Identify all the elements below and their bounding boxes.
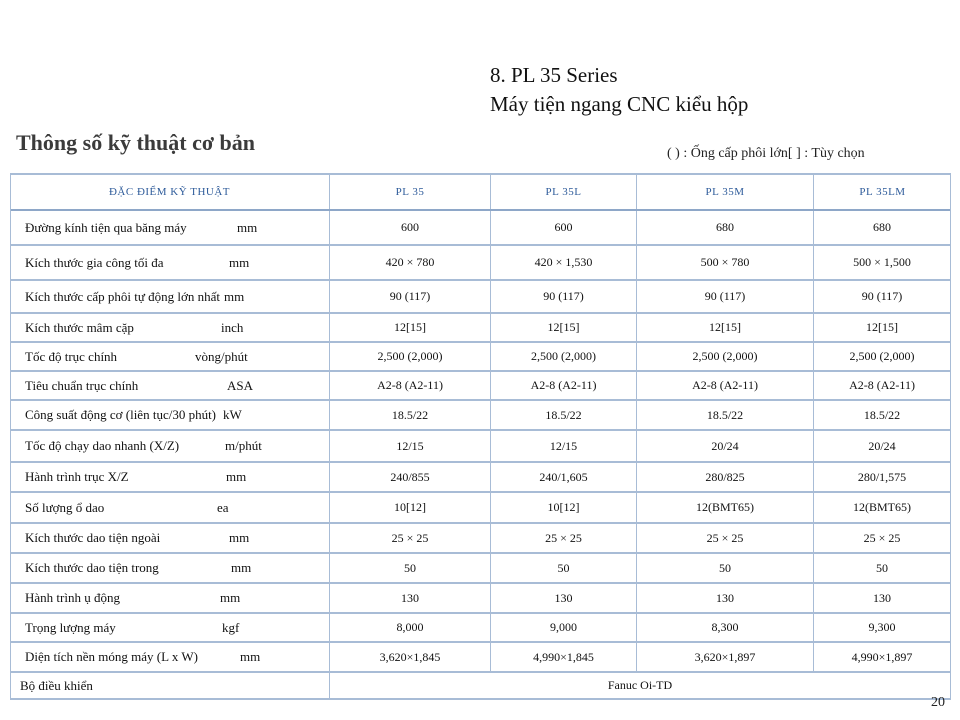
spec-label-cell [11, 431, 329, 461]
spec-unit: mm [231, 560, 252, 575]
spec-value: 3,620×1,897 [636, 643, 813, 671]
spec-label-cell [11, 554, 329, 582]
spec-unit: kgf [222, 619, 240, 635]
spec-value: Fanuc Oi-TD [329, 673, 950, 698]
spec-label-cell [11, 401, 329, 429]
header-cell-model: PL 35 [329, 175, 490, 209]
spec-value: 130 [636, 584, 813, 612]
spec-value: 12(BMT65) [813, 493, 950, 522]
spec-label-cell [11, 246, 329, 279]
spec-value: 680 [636, 211, 813, 244]
spec-label-cell [11, 643, 329, 671]
spec-value: 600 [329, 211, 490, 244]
spec-value: 420 × 1,530 [490, 246, 636, 279]
spec-label: Công suất động cơ (liên tục/30 phút) [25, 407, 217, 422]
table-row [11, 673, 950, 700]
spec-label-cell [11, 493, 329, 522]
spec-unit: vòng/phút [195, 348, 248, 364]
spec-value: A2-8 (A2-11) [813, 372, 950, 399]
spec-value: 2,500 (2,000) [636, 343, 813, 370]
table-row [11, 401, 950, 431]
spec-value: 18.5/22 [636, 401, 813, 429]
spec-value: 18.5/22 [813, 401, 950, 429]
spec-value: 50 [490, 554, 636, 582]
table-row [11, 431, 950, 463]
spec-value: 680 [813, 211, 950, 244]
spec-value: 12[15] [490, 314, 636, 341]
spec-value: 3,620×1,845 [329, 643, 490, 671]
spec-value: 10[12] [490, 493, 636, 522]
spec-label-cell [11, 614, 329, 641]
spec-label: Tốc độ trục chính [25, 348, 118, 364]
spec-value: 2,500 (2,000) [490, 343, 636, 370]
series-title: 8. PL 35 Series [490, 63, 618, 87]
spec-unit: mm [229, 254, 250, 270]
spec-label: Bộ điều khiển [20, 677, 93, 693]
spec-value: 2,500 (2,000) [329, 343, 490, 370]
spec-label-cell [11, 372, 329, 399]
spec-value: 2,500 (2,000) [813, 343, 950, 370]
spec-value: 18.5/22 [329, 401, 490, 429]
spec-value: A2-8 (A2-11) [329, 372, 490, 399]
spec-value: 20/24 [813, 431, 950, 461]
spec-label: Diện tích nền móng máy (L x W) [25, 649, 198, 664]
spec-value: 90 (117) [636, 281, 813, 312]
spec-value: 25 × 25 [813, 524, 950, 552]
spec-label-cell [11, 314, 329, 341]
spec-value: 50 [329, 554, 490, 582]
spec-value: 4,990×1,845 [490, 643, 636, 671]
spec-value: 25 × 25 [636, 524, 813, 552]
spec-value: 25 × 25 [329, 524, 490, 552]
product-subtitle: Máy tiện ngang CNC kiểu hộp [490, 92, 749, 116]
spec-value: 20/24 [636, 431, 813, 461]
spec-label: Kích thước dao tiện trong [25, 560, 159, 575]
table-row [11, 554, 950, 584]
spec-value: 130 [329, 584, 490, 612]
spec-value: 4,990×1,897 [813, 643, 950, 671]
legend-note: ( ) : Ống cấp phôi lớn[ ] : Tùy chọn [667, 146, 865, 161]
spec-value: 280/1,575 [813, 463, 950, 491]
spec-value: 90 (117) [813, 281, 950, 312]
spec-value: 280/825 [636, 463, 813, 491]
table-row [11, 493, 950, 524]
spec-value: 90 (117) [490, 281, 636, 312]
table-row [11, 246, 950, 281]
spec-value: 130 [813, 584, 950, 612]
spec-unit: mm [224, 288, 245, 304]
header-cell-feature: ĐẶC ĐIỂM KỸ THUẬT [108, 186, 231, 198]
spec-label: Hành trình ụ động [25, 590, 120, 605]
spec-value: 12/15 [329, 431, 490, 461]
spec-label: Kích thước gia công tối đa [25, 254, 164, 270]
spec-value: 25 × 25 [490, 524, 636, 552]
spec-label: Tiêu chuẩn trục chính [25, 377, 139, 393]
table-row [11, 281, 950, 314]
spec-value: A2-8 (A2-11) [636, 372, 813, 399]
spec-value: 12(BMT65) [636, 493, 813, 522]
spec-unit: ASA [227, 377, 254, 393]
table-header [11, 175, 950, 211]
spec-unit: mm [237, 219, 258, 235]
spec-unit: ea [217, 499, 229, 515]
spec-value: 12[15] [329, 314, 490, 341]
table-row [11, 343, 950, 372]
header-cell-model: PL 35M [636, 175, 813, 209]
spec-value: 50 [813, 554, 950, 582]
spec-unit: mm [220, 590, 241, 605]
spec-unit: mm [226, 469, 247, 484]
spec-label: Hành trình trục X/Z [25, 469, 129, 484]
spec-value: 18.5/22 [490, 401, 636, 429]
table-row [11, 524, 950, 554]
table-row [11, 314, 950, 343]
spec-value: 12[15] [813, 314, 950, 341]
spec-label-cell [11, 281, 329, 312]
spec-unit: m/phút [225, 438, 262, 453]
spec-value: 240/855 [329, 463, 490, 491]
header-cell-model: PL 35L [490, 175, 636, 209]
spec-label: Số lượng ổ dao [25, 499, 105, 515]
spec-value: 12[15] [636, 314, 813, 341]
spec-label-cell [11, 524, 329, 552]
spec-label-cell [11, 463, 329, 491]
spec-value: 420 × 780 [329, 246, 490, 279]
spec-label-cell [11, 343, 329, 370]
spec-value: 500 × 780 [636, 246, 813, 279]
spec-value: 50 [636, 554, 813, 582]
spec-value: 8,000 [329, 614, 490, 641]
spec-value: 500 × 1,500 [813, 246, 950, 279]
table-row [11, 211, 950, 246]
table-row [11, 584, 950, 614]
spec-unit: inch [221, 319, 244, 335]
spec-value: 9,300 [813, 614, 950, 641]
table-row [11, 372, 950, 401]
spec-label: Đường kính tiện qua băng máy [25, 219, 187, 235]
spec-unit: kW [223, 407, 242, 422]
page-number: 20 [931, 695, 945, 710]
spec-unit: mm [240, 649, 261, 664]
spec-value: 9,000 [490, 614, 636, 641]
spec-value: 10[12] [329, 493, 490, 522]
spec-unit: mm [229, 530, 250, 545]
header-cell-model: PL 35LM [813, 175, 951, 209]
spec-label-cell [11, 211, 329, 244]
spec-value: 240/1,605 [490, 463, 636, 491]
spec-value: 8,300 [636, 614, 813, 641]
spec-value: 130 [490, 584, 636, 612]
table-row [11, 463, 950, 493]
spec-value: 600 [490, 211, 636, 244]
spec-label: Tốc độ chạy dao nhanh (X/Z) [25, 438, 180, 453]
spec-label: Kích thước dao tiện ngoài [25, 530, 161, 545]
spec-value: 90 (117) [329, 281, 490, 312]
spec-label-cell [11, 673, 329, 698]
section-heading: Thông số kỹ thuật cơ bản [16, 130, 255, 155]
spec-table [10, 173, 951, 700]
table-row [11, 614, 950, 643]
spec-value: 12/15 [490, 431, 636, 461]
spec-label-cell [11, 584, 329, 612]
spec-label: Kích thước mâm cặp [25, 319, 134, 335]
table-row [11, 643, 950, 673]
spec-value: A2-8 (A2-11) [490, 372, 636, 399]
spec-label: Trọng lượng máy [25, 619, 116, 635]
spec-label: Kích thước cấp phôi tự động lớn nhất [25, 288, 220, 304]
